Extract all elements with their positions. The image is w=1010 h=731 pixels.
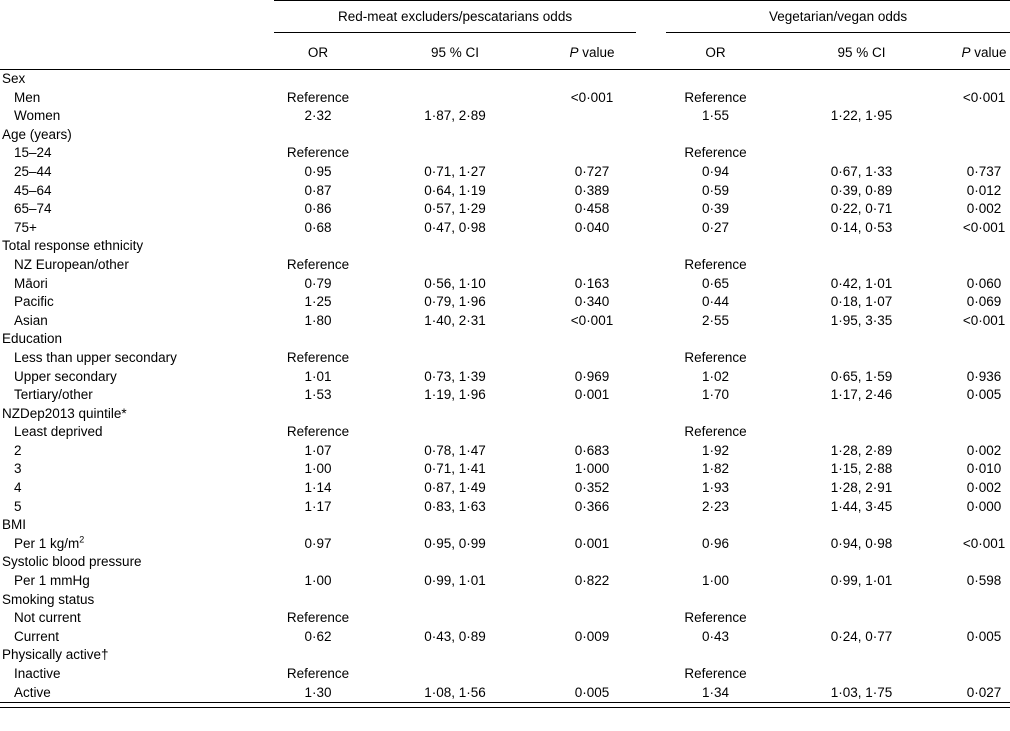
- or-value: 1·00: [702, 573, 730, 589]
- column-gap: [636, 684, 666, 703]
- ci-value: 1·28, 2·89: [830, 442, 893, 458]
- spanner-spacer: [0, 1, 274, 33]
- column-gap: [636, 368, 666, 387]
- ci-value: 0·73, 1·39: [424, 368, 486, 384]
- ci-value: [765, 256, 958, 275]
- column-gap: [636, 572, 666, 591]
- superscript: 2: [79, 534, 85, 545]
- column-gap: [636, 460, 666, 479]
- p-value: [958, 107, 1010, 126]
- group-header-redmeat: Red-meat excluders/pescatarians odds: [274, 1, 636, 33]
- ci-value: [765, 349, 958, 368]
- ci-value: 0·14, 0·53: [830, 219, 893, 235]
- or-header-group2: OR: [666, 33, 765, 70]
- ci-value: 0·71, 1·41: [424, 461, 486, 477]
- p-value: [548, 349, 636, 368]
- table-body: [0, 70, 1010, 703]
- ci-value: 1·40, 2·31: [424, 312, 486, 328]
- column-gap: [636, 628, 666, 647]
- ci-value: [765, 144, 958, 163]
- or-value: 1·34: [702, 684, 730, 700]
- column-gap: [636, 275, 666, 294]
- p-value: <0·001: [570, 312, 614, 328]
- section-row: [0, 237, 1010, 256]
- ci-value: [362, 609, 548, 628]
- or-value: 0·86: [304, 201, 332, 217]
- data-row: [0, 312, 1010, 331]
- column-gap: [636, 386, 666, 405]
- p-value: [548, 256, 636, 275]
- p-value: 0·598: [966, 573, 1002, 589]
- p-value: [958, 349, 1010, 368]
- section-label: Age (years): [2, 126, 72, 142]
- row-label: 4: [14, 480, 22, 496]
- p-value: [548, 144, 636, 163]
- ci-value: 1·87, 2·89: [424, 108, 486, 124]
- ci-value: 1·22, 1·95: [830, 108, 893, 124]
- ci-value: 1·28, 2·91: [830, 480, 893, 496]
- or-value: 0·97: [304, 535, 332, 551]
- column-gap: [636, 535, 666, 554]
- row-label: Upper secondary: [14, 368, 117, 384]
- section-label: Physically active†: [2, 647, 109, 663]
- row-label: 45–64: [14, 182, 52, 198]
- p-header-group1: [548, 33, 636, 70]
- p-italic-label: P: [569, 45, 579, 60]
- or-value: 1·07: [304, 442, 332, 458]
- header-gap: [636, 33, 666, 70]
- row-label: 65–74: [14, 201, 52, 217]
- or-value: 0·95: [304, 163, 332, 179]
- data-row: [0, 498, 1010, 517]
- ci-value: 0·22, 0·71: [830, 201, 893, 217]
- ci-value: 0·64, 1·19: [424, 182, 486, 198]
- ci-value: 0·43, 0·89: [424, 628, 486, 644]
- ci-value: 0·42, 1·01: [830, 275, 893, 291]
- row-label: Asian: [14, 312, 48, 328]
- section-label: Total response ethnicity: [2, 238, 144, 254]
- p-value: 0·001: [574, 535, 610, 551]
- data-row: [0, 144, 1010, 163]
- column-gap: [636, 163, 666, 182]
- or-value: 1·70: [702, 387, 730, 403]
- column-gap: [636, 256, 666, 275]
- or-value: Reference: [286, 424, 350, 440]
- or-value: 0·39: [702, 201, 730, 217]
- p-value: 0·683: [574, 442, 610, 458]
- row-label: Women: [14, 108, 61, 124]
- section-label: BMI: [2, 517, 27, 533]
- or-value: Reference: [684, 89, 747, 105]
- ci-value: [362, 256, 548, 275]
- data-row: [0, 89, 1010, 108]
- column-gap: [636, 442, 666, 461]
- table-head: [0, 1, 1010, 70]
- p-value: 0·069: [966, 294, 1002, 310]
- or-value: Reference: [286, 666, 350, 681]
- p-value: 0·002: [966, 442, 1002, 458]
- or-value: Reference: [684, 610, 747, 626]
- row-label: NZ European/other: [14, 256, 129, 272]
- section-label: NZDep2013 quintile*: [2, 405, 127, 421]
- p-rest-label: value: [970, 45, 1007, 60]
- ci-value: 0·87, 1·49: [424, 480, 486, 496]
- p-value: [958, 144, 1010, 163]
- p-value: 0·936: [966, 368, 1002, 384]
- label-column-header: [0, 33, 274, 70]
- column-gap: [636, 423, 666, 442]
- data-row: [0, 349, 1010, 368]
- ci-value: 0·99, 1·01: [830, 573, 893, 589]
- row-label: Tertiary/other: [14, 387, 93, 403]
- p-value: 0·027: [966, 684, 1002, 700]
- p-header-group2: [958, 33, 1010, 70]
- or-value: 0·59: [702, 182, 730, 198]
- row-label: Not current: [14, 610, 81, 626]
- p-value: 0·002: [966, 201, 1002, 217]
- ci-value: 0·39, 0·89: [830, 182, 893, 198]
- ci-value: 0·47, 0·98: [424, 219, 486, 235]
- ci-value: 1·03, 1·75: [830, 684, 893, 700]
- p-value: 0·005: [966, 387, 1002, 403]
- row-label: 15–24: [14, 145, 52, 161]
- or-value: Reference: [684, 424, 747, 440]
- p-value: [958, 665, 1010, 684]
- section-label: Sex: [2, 71, 26, 86]
- data-row: [0, 479, 1010, 498]
- or-value: 0·65: [702, 275, 730, 291]
- data-row: [0, 256, 1010, 275]
- ci-value: [362, 423, 548, 442]
- ci-value: [765, 423, 958, 442]
- p-value: 0·060: [966, 275, 1002, 291]
- ci-value: 0·94, 0·98: [830, 535, 893, 551]
- row-label: Less than upper secondary: [14, 349, 177, 365]
- row-label: Men: [14, 89, 41, 105]
- section-row: [0, 591, 1010, 610]
- p-value: 0·010: [966, 461, 1002, 477]
- p-value: <0·001: [962, 312, 1006, 328]
- p-value: 0·002: [966, 480, 1002, 496]
- or-value: 1·02: [702, 368, 730, 384]
- ci-value: [765, 665, 958, 684]
- column-gap: [636, 219, 666, 238]
- or-value: 1·00: [304, 461, 332, 477]
- data-row: [0, 163, 1010, 182]
- ci-value: [765, 609, 958, 628]
- column-gap: [636, 182, 666, 201]
- p-value: 0·000: [966, 498, 1002, 514]
- p-value: [958, 609, 1010, 628]
- p-value: 0·163: [574, 275, 610, 291]
- p-value: 0·458: [574, 201, 610, 217]
- ci-value: 0·24, 0·77: [830, 628, 893, 644]
- or-value: 0·79: [304, 275, 332, 291]
- section-row: [0, 70, 1010, 89]
- p-value: [548, 609, 636, 628]
- p-italic-label: P: [961, 45, 971, 60]
- or-value: 1·92: [702, 442, 730, 458]
- p-value: <0·001: [962, 535, 1006, 551]
- column-gap: [636, 89, 666, 108]
- row-label: 25–44: [14, 163, 52, 179]
- ci-value: 0·79, 1·96: [424, 294, 486, 310]
- data-row: [0, 628, 1010, 647]
- data-row: [0, 182, 1010, 201]
- ci-value: [765, 89, 958, 108]
- ci-value: 0·71, 1·27: [424, 163, 486, 179]
- p-value: 0·352: [574, 480, 610, 496]
- or-value: 1·14: [304, 480, 332, 496]
- section-row: [0, 330, 1010, 349]
- column-gap: [636, 665, 666, 684]
- section-label: Education: [2, 331, 63, 347]
- ci-value: 0·57, 1·29: [424, 201, 486, 217]
- or-value: 1·30: [304, 684, 332, 700]
- p-value: 0·727: [574, 163, 610, 179]
- column-header-row: [0, 33, 1010, 70]
- section-row: [0, 126, 1010, 145]
- ci-value: [362, 349, 548, 368]
- column-gap: [636, 498, 666, 517]
- ci-value: 1·15, 2·88: [830, 461, 893, 477]
- or-value: 0·44: [702, 294, 730, 310]
- data-row: [0, 665, 1010, 684]
- row-label: Per 1 mmHg: [14, 573, 90, 589]
- or-value: 2·55: [702, 312, 730, 328]
- row-label: Least deprived: [14, 424, 103, 440]
- data-row: [0, 460, 1010, 479]
- section-row: [0, 553, 1010, 572]
- row-label: Active: [14, 684, 51, 700]
- p-value: 0·340: [574, 294, 610, 310]
- section-label: Systolic blood pressure: [2, 554, 142, 570]
- or-value: 1·53: [304, 387, 332, 403]
- group-header-vegetarian: Vegetarian/vegan odds: [666, 1, 1010, 33]
- data-row: [0, 609, 1010, 628]
- bottom-rule-row: [0, 703, 1010, 708]
- or-value: 2·23: [702, 498, 730, 514]
- p-value: 0·012: [966, 182, 1002, 198]
- section-row: [0, 405, 1010, 424]
- spanner-row: [0, 1, 1010, 33]
- p-value: 0·040: [574, 219, 610, 235]
- table-foot: [0, 703, 1010, 708]
- row-label: 75+: [14, 219, 37, 235]
- or-value: 1·25: [304, 294, 332, 310]
- row-label: Per 1 $kg/m^2$: [14, 534, 85, 551]
- column-gap: [636, 107, 666, 126]
- section-row: [0, 646, 1010, 665]
- or-value: Reference: [684, 256, 747, 272]
- or-value: 1·55: [702, 108, 730, 124]
- ci-value: [362, 144, 548, 163]
- p-value: [958, 423, 1010, 442]
- ci-value: 1·17, 2·46: [830, 387, 893, 403]
- column-gap: [636, 293, 666, 312]
- or-value: 2·32: [304, 108, 332, 124]
- ci-value: 1·19, 1·96: [424, 387, 486, 403]
- column-gap: [636, 144, 666, 163]
- or-value: 0·68: [304, 219, 332, 235]
- data-row: [0, 293, 1010, 312]
- or-value: Reference: [286, 349, 350, 365]
- ci-value: 0·83, 1·63: [424, 498, 486, 514]
- p-value: 1·000: [574, 461, 610, 477]
- or-value: 0·87: [304, 182, 332, 198]
- bottom-rule: [0, 703, 1010, 708]
- row-label: 2: [14, 442, 22, 458]
- p-value: 0·822: [574, 573, 610, 589]
- data-row: [0, 386, 1010, 405]
- data-row: [0, 684, 1010, 703]
- ci-value: 0·18, 1·07: [830, 294, 893, 310]
- row-label: Māori: [14, 275, 48, 291]
- data-row: [0, 572, 1010, 591]
- p-value: <0·001: [962, 89, 1006, 105]
- row-label: Pacific: [14, 294, 54, 310]
- ci-value: 0·95, 0·99: [424, 535, 486, 551]
- row-label: Inactive: [14, 666, 61, 681]
- data-row: [0, 275, 1010, 294]
- p-value: 0·001: [574, 387, 610, 403]
- or-value: 1·82: [702, 461, 730, 477]
- or-value: 0·94: [702, 163, 730, 179]
- column-gap: [636, 479, 666, 498]
- or-value: Reference: [684, 349, 747, 365]
- p-value: 0·005: [574, 684, 610, 700]
- or-value: Reference: [286, 256, 350, 272]
- p-rest-label: value: [578, 45, 615, 60]
- or-value: 1·00: [304, 573, 332, 589]
- ci-value: 0·56, 1·10: [424, 275, 486, 291]
- data-row: [0, 107, 1010, 126]
- ci-value: [362, 89, 548, 108]
- ci-value: 1·44, 3·45: [830, 498, 893, 514]
- or-value: 1·01: [304, 368, 332, 384]
- p-value: [548, 107, 636, 126]
- data-row: [0, 442, 1010, 461]
- p-value: 0·005: [966, 628, 1002, 644]
- or-value: 1·17: [304, 498, 332, 514]
- section-row: [0, 516, 1010, 535]
- or-value: 1·80: [304, 312, 332, 328]
- or-value: Reference: [286, 610, 350, 626]
- or-value: Reference: [286, 89, 350, 105]
- ci-value: 0·65, 1·59: [830, 368, 893, 384]
- or-value: 0·27: [702, 219, 730, 235]
- data-row: [0, 423, 1010, 442]
- data-row: [0, 219, 1010, 238]
- column-gap: [636, 200, 666, 219]
- or-value: 0·96: [702, 535, 730, 551]
- p-value: 0·009: [574, 628, 610, 644]
- data-row: [0, 535, 1010, 554]
- row-label: 5: [14, 498, 22, 514]
- or-value: 0·43: [702, 628, 730, 644]
- ci-value: 0·67, 1·33: [830, 163, 893, 179]
- data-row: [0, 368, 1010, 387]
- or-value: Reference: [684, 666, 747, 681]
- p-value: 0·389: [574, 182, 610, 198]
- ci-header-group2: 95 % CI: [765, 33, 958, 70]
- p-value: <0·001: [962, 219, 1006, 235]
- ci-value: 1·95, 3·35: [830, 312, 893, 328]
- column-gap: [636, 609, 666, 628]
- p-value: [958, 256, 1010, 275]
- or-value: 1·93: [702, 480, 730, 496]
- p-value: 0·366: [574, 498, 610, 514]
- ci-value: 0·78, 1·47: [424, 442, 486, 458]
- p-value: 0·737: [966, 163, 1002, 179]
- column-gap: [636, 349, 666, 368]
- ci-value: 1·08, 1·56: [424, 684, 486, 700]
- section-label: Smoking status: [2, 591, 95, 607]
- row-label: 3: [14, 461, 22, 477]
- column-gap: [636, 312, 666, 331]
- or-value: Reference: [684, 145, 747, 161]
- ci-header-group1: 95 % CI: [362, 33, 548, 70]
- or-value: 0·62: [304, 628, 332, 644]
- p-value: [548, 665, 636, 684]
- group-gap: [636, 1, 666, 33]
- ci-value: 0·99, 1·01: [424, 573, 486, 589]
- or-header-group1: OR: [274, 33, 362, 70]
- or-value: Reference: [286, 145, 350, 161]
- p-value: [548, 423, 636, 442]
- p-value: 0·969: [574, 368, 610, 384]
- data-row: [0, 200, 1010, 219]
- p-value: <0·001: [570, 89, 614, 105]
- row-label: Current: [14, 628, 60, 644]
- ci-value: [362, 665, 548, 684]
